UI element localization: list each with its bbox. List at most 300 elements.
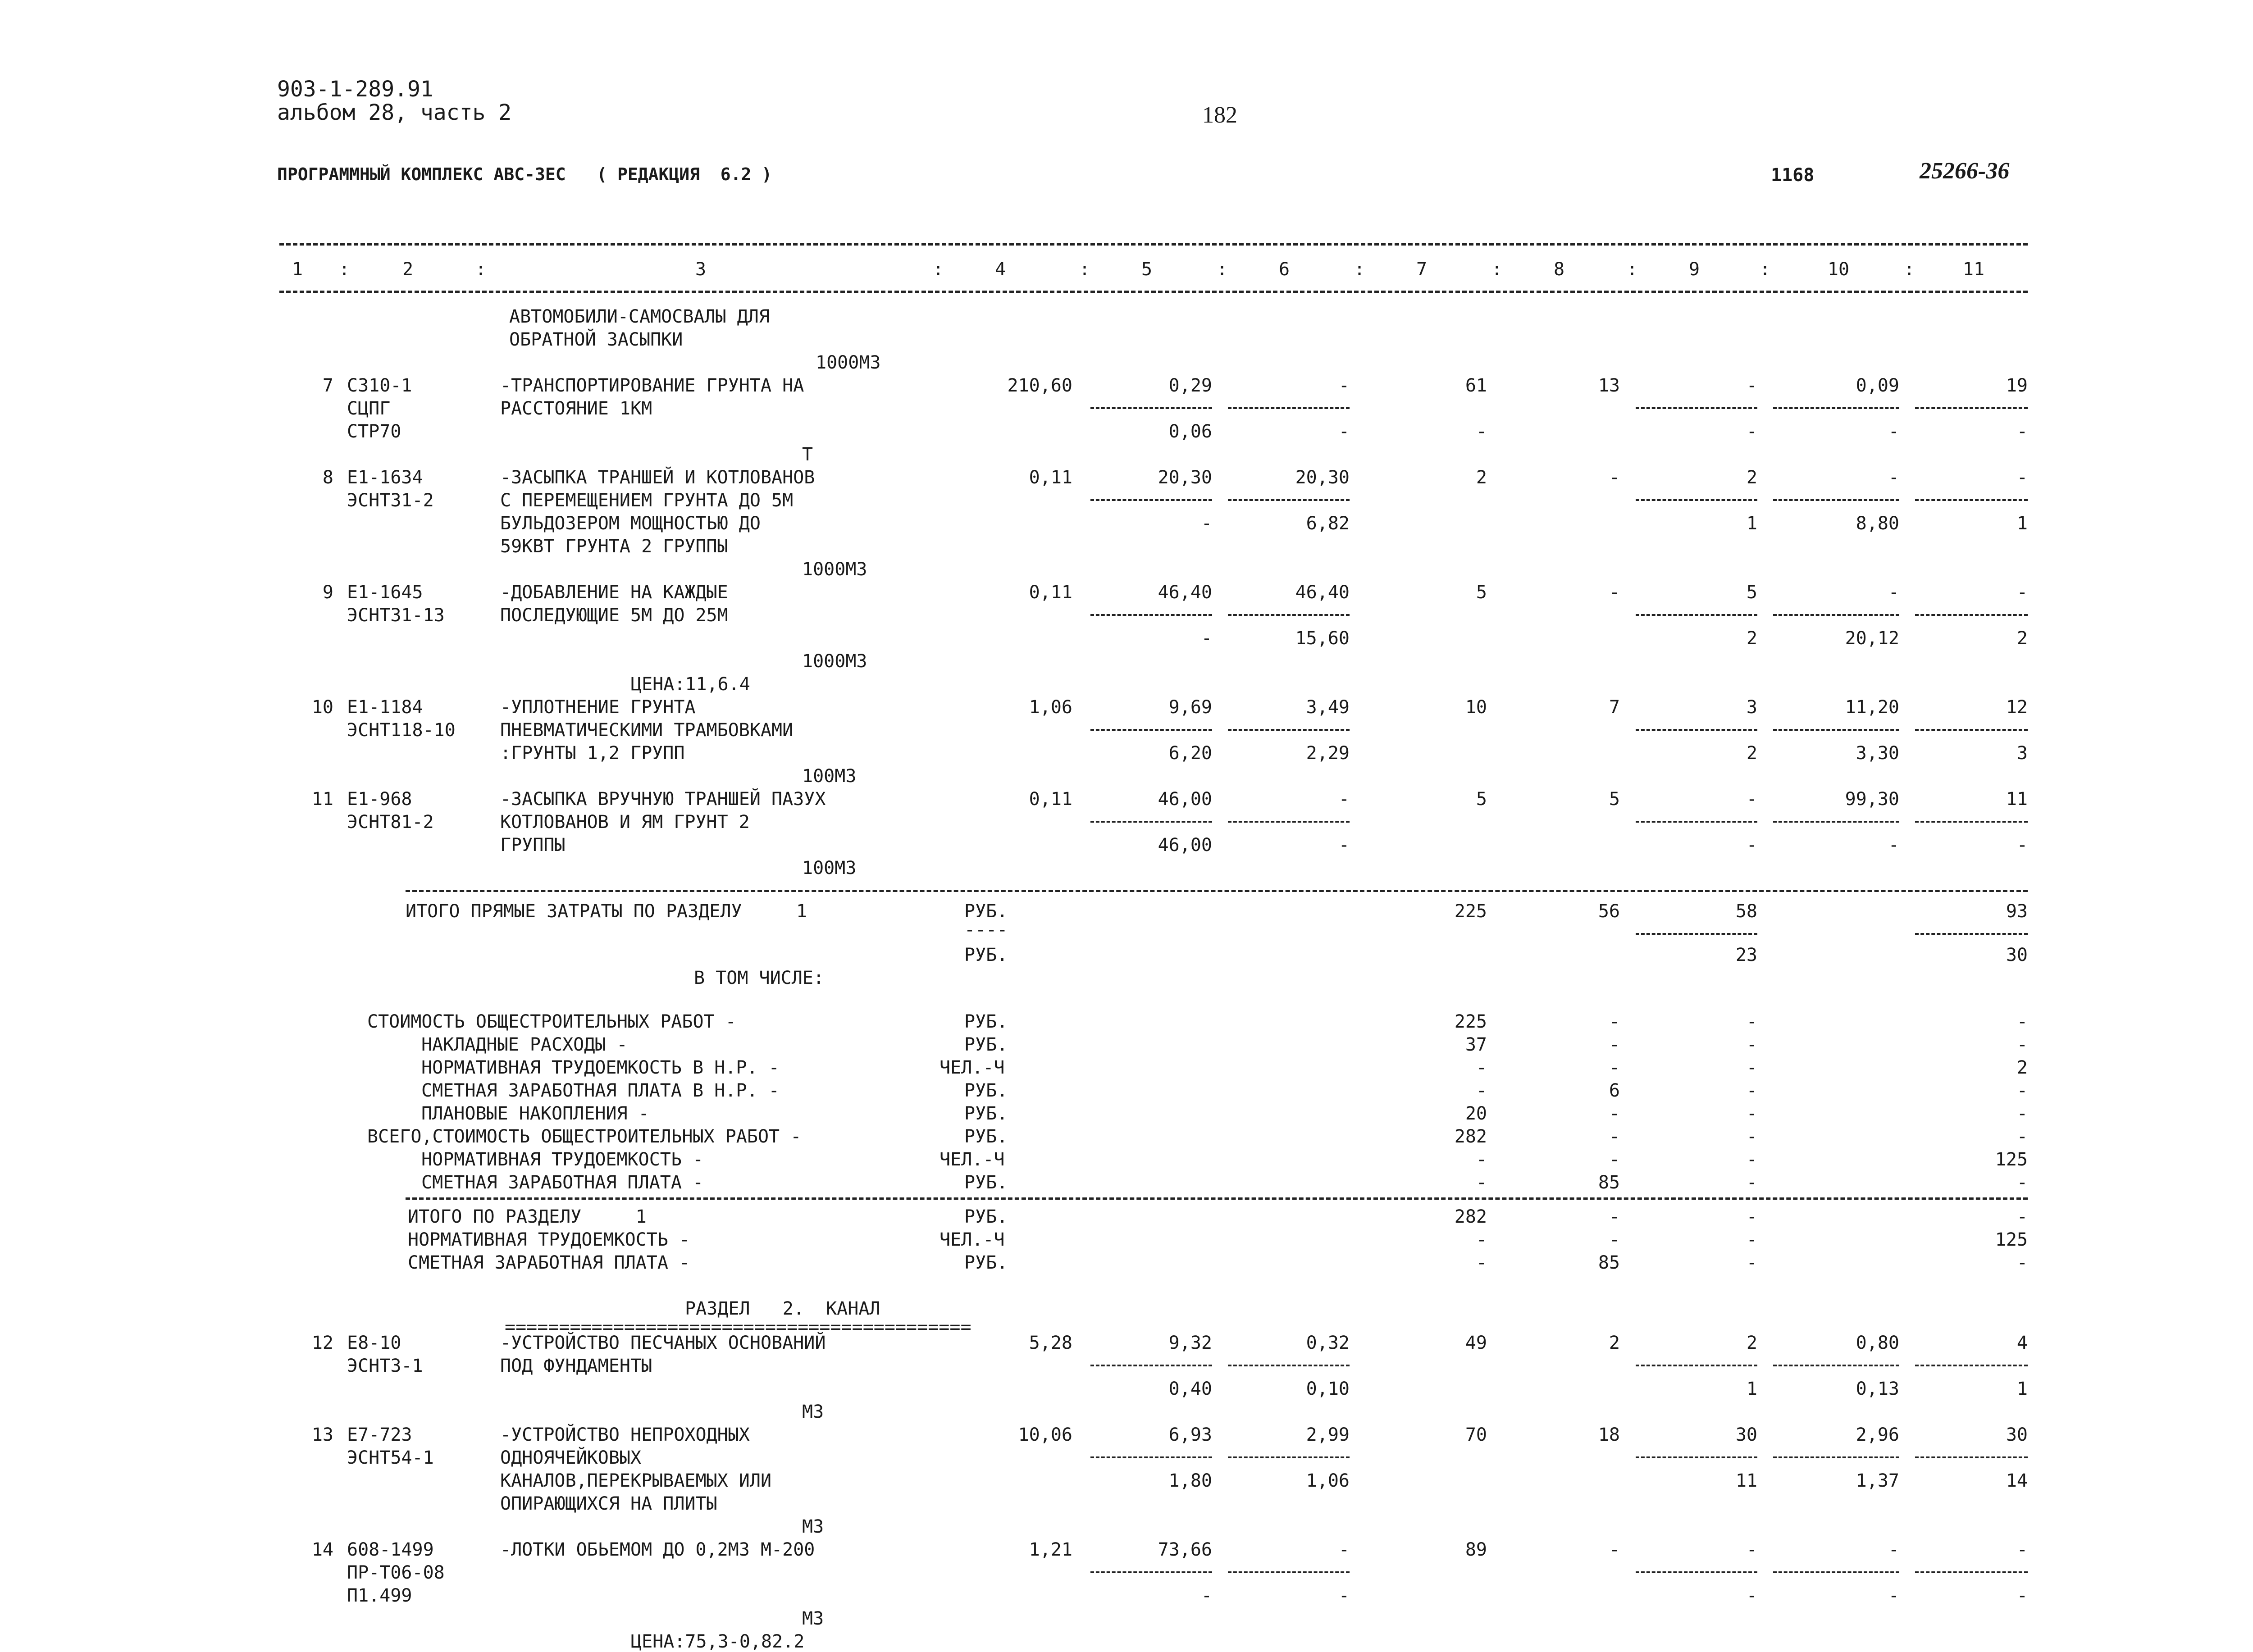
summary-c8: 85	[1598, 1172, 1620, 1193]
summary-c7: 225	[1454, 1011, 1487, 1032]
work-name: ПНЕВМАТИЧЕСКИМИ ТРАМБОВКАМИ	[500, 720, 794, 741]
cell-divider	[1636, 499, 1757, 501]
section-total-c8: 85	[1598, 1252, 1620, 1273]
cell-c7: 10	[1465, 697, 1487, 718]
column-header-11: 11	[1962, 259, 1985, 280]
column-header-6: 6	[1278, 259, 1290, 280]
cell-c8: 7	[1609, 697, 1620, 718]
work-name: КОТЛОВАНОВ И ЯМ ГРУНТ 2	[500, 812, 750, 833]
row-unit: 1000М3	[802, 559, 867, 580]
section-underline: ===========================================	[505, 1317, 971, 1338]
summary-c7: -	[1476, 1080, 1487, 1101]
cell-c4: 0,11	[1029, 467, 1072, 488]
cell-divider	[1228, 821, 1350, 823]
row-code: 608-1499	[347, 1539, 434, 1560]
work-name: ОПИРАЮЩИХСЯ НА ПЛИТЫ	[500, 1493, 717, 1514]
section-total-rule	[406, 1197, 2028, 1200]
row-unit: 1000М3	[802, 651, 867, 672]
row-code: Е1-1184	[347, 697, 423, 718]
subcell-c6: -	[1338, 421, 1350, 442]
column-separator: :	[1079, 259, 1090, 280]
section-total-c9: -	[1746, 1206, 1757, 1227]
summary-c7: -	[1476, 1057, 1487, 1078]
cell-divider	[1915, 1365, 2028, 1366]
cell-c8: -	[1609, 467, 1620, 488]
cell-divider	[1636, 821, 1757, 823]
subcell-c9: -	[1746, 1585, 1757, 1606]
cell-c9: 3	[1746, 697, 1757, 718]
cell-divider	[1228, 407, 1350, 409]
summary-unit: ЧЕЛ.-Ч	[940, 1057, 1005, 1078]
subcell-c11: -	[2016, 421, 2028, 442]
cell-c11: 12	[2006, 697, 2028, 718]
subcell-c9: -	[1746, 835, 1757, 856]
column-separator: :	[339, 259, 350, 280]
cell-divider	[1773, 1365, 1899, 1366]
summary-label: СМЕТНАЯ ЗАРАБОТНАЯ ПЛАТА -	[421, 1172, 704, 1193]
cell-divider	[1915, 821, 2028, 823]
section-title: РАЗДЕЛ 2. КАНАЛ	[685, 1298, 880, 1319]
subcell-c9: 11	[1735, 1470, 1757, 1491]
cell-c6: -	[1338, 375, 1350, 396]
section-total-unit: РУБ.	[964, 1252, 1008, 1273]
sheet-number: 1168	[1771, 165, 1815, 186]
cell-c10: -	[1888, 1539, 1899, 1560]
section-total-c11: 125	[1995, 1229, 2028, 1250]
work-name: РАССТОЯНИЕ 1КМ	[500, 398, 652, 419]
subcell-c5: 46,00	[1158, 835, 1212, 856]
cell-divider	[1915, 614, 2028, 616]
cell-c4: 5,28	[1029, 1333, 1072, 1353]
subcell-c11: 1	[2016, 513, 2028, 534]
cell-divider	[1773, 729, 1899, 731]
subcell-c9: 1	[1746, 1379, 1757, 1399]
cell-c11: 30	[2006, 1424, 2028, 1445]
row-code: Е8-10	[347, 1333, 401, 1353]
cell-c4: 210,60	[1007, 375, 1072, 396]
subcell-c9: 2	[1746, 743, 1757, 764]
pre-section-line: ОБРАТНОЙ ЗАСЫПКИ	[509, 329, 683, 350]
summary-c8: -	[1609, 1126, 1620, 1147]
row-unit: 100М3	[802, 766, 857, 787]
cell-divider	[1090, 407, 1212, 409]
summary-c11: -	[2016, 1011, 2028, 1032]
work-name: ПОСЛЕДУЮЩИЕ 5М ДО 25М	[500, 605, 728, 626]
summary-label: НОРМАТИВНАЯ ТРУДОЕМКОСТЬ -	[421, 1149, 704, 1170]
cell-c9: -	[1746, 375, 1757, 396]
direct-total-unit: РУБ.	[964, 901, 1008, 922]
column-header-5: 5	[1141, 259, 1153, 280]
subcell-c6: 6,82	[1306, 513, 1350, 534]
summary-c9: -	[1746, 1172, 1757, 1193]
work-name: -ТРАНСПОРТИРОВАНИЕ ГРУНТА НА	[500, 375, 804, 396]
work-name: :ГРУНТЫ 1,2 ГРУПП	[500, 743, 685, 764]
summary-label: НОРМАТИВНАЯ ТРУДОЕМКОСТЬ В Н.Р. -	[421, 1057, 780, 1078]
cell-divider	[1636, 407, 1757, 409]
cell-c5: 73,66	[1158, 1539, 1212, 1560]
cell-c5: 0,29	[1168, 375, 1212, 396]
cell-c11: -	[2016, 467, 2028, 488]
cell-divider	[1915, 499, 2028, 501]
row-subcode: СЦПГ	[347, 398, 391, 419]
direct-total-label: ИТОГО ПРЯМЫЕ ЗАТРАТЫ ПО РАЗДЕЛУ 1	[406, 901, 807, 922]
row-unit: М3	[802, 1402, 824, 1422]
cell-c4: 1,06	[1029, 697, 1072, 718]
section-total-label: ИТОГО ПО РАЗДЕЛУ 1	[408, 1206, 647, 1227]
cell-c8: -	[1609, 582, 1620, 603]
summary-c8: 6	[1609, 1080, 1620, 1101]
work-name: С ПЕРЕМЕЩЕНИЕМ ГРУНТА ДО 5М	[500, 490, 794, 511]
cell-divider	[1636, 614, 1757, 616]
cell-divider	[1636, 1365, 1757, 1366]
direct-total-s9: 23	[1735, 945, 1757, 965]
row-number: 14	[311, 1539, 333, 1560]
section-total-unit: ЧЕЛ.-Ч	[940, 1229, 1005, 1250]
subcell-c9: 2	[1746, 628, 1757, 649]
work-name: ОДНОЯЧЕЙКОВЫХ	[500, 1447, 642, 1468]
cell-c9: 30	[1735, 1424, 1757, 1445]
cell-c4: 0,11	[1029, 582, 1072, 603]
direct-total-c11: 93	[2006, 901, 2028, 922]
row-code: Е7-723	[347, 1424, 412, 1445]
cell-c6: 46,40	[1295, 582, 1350, 603]
row-number: 8	[322, 467, 333, 488]
subcell-c10: 1,37	[1856, 1470, 1899, 1491]
row-subcode: ЭСНТ118-10	[347, 720, 456, 741]
column-separator: :	[1491, 259, 1503, 280]
album-info: альбом 28, часть 2	[277, 100, 512, 125]
direct-total-dashes: ----	[964, 919, 1008, 940]
subcell-c11: 1	[2016, 1379, 2028, 1399]
subcell-c10: -	[1888, 1585, 1899, 1606]
cell-divider	[1090, 499, 1212, 501]
direct-total-unit: РУБ.	[964, 945, 1008, 965]
row-price: ЦЕНА:11,6.4	[631, 674, 750, 695]
cell-c10: 11,20	[1845, 697, 1899, 718]
cell-c10: 0,09	[1856, 375, 1899, 396]
cell-c4: 0,11	[1029, 789, 1072, 810]
row-subcode: ЭСНТ81-2	[347, 812, 434, 833]
summary-c7: -	[1476, 1149, 1487, 1170]
cell-divider	[1636, 1456, 1757, 1458]
summary-c11: -	[2016, 1080, 2028, 1101]
column-separator: :	[1760, 259, 1771, 280]
subcell-c9: 1	[1746, 513, 1757, 534]
column-header-3: 3	[695, 259, 707, 280]
work-name: КАНАЛОВ,ПЕРЕКРЫВАЕМЫХ ИЛИ	[500, 1470, 772, 1491]
column-separator: :	[933, 259, 944, 280]
cell-c11: -	[2016, 582, 2028, 603]
including-heading: В ТОМ ЧИСЛЕ:	[694, 968, 824, 988]
cell-c5: 20,30	[1158, 467, 1212, 488]
summary-label: ПЛАНОВЫЕ НАКОПЛЕНИЯ -	[421, 1103, 649, 1124]
cell-divider	[1636, 729, 1757, 731]
summary-label: СТОИМОСТЬ ОБЩЕСТРОИТЕЛЬНЫХ РАБОТ -	[367, 1011, 736, 1032]
direct-total-c7: 225	[1454, 901, 1487, 922]
summary-c11: -	[2016, 1034, 2028, 1055]
cell-divider	[1090, 821, 1212, 823]
summary-unit: РУБ.	[964, 1126, 1008, 1147]
subcell-c10: 8,80	[1856, 513, 1899, 534]
summary-c7: 282	[1454, 1126, 1487, 1147]
cell-c10: -	[1888, 467, 1899, 488]
row-number: 7	[322, 375, 333, 396]
summary-unit: РУБ.	[964, 1172, 1008, 1193]
cell-c4: 1,21	[1029, 1539, 1072, 1560]
subcell-c10: 0,13	[1856, 1379, 1899, 1399]
work-name: ГРУППЫ	[500, 835, 566, 856]
subcell-c10: -	[1888, 835, 1899, 856]
pre-section-line: АВТОМОБИЛИ-САМОСВАЛЫ ДЛЯ	[509, 306, 770, 327]
summary-c11: 125	[1995, 1149, 2028, 1170]
cell-c6: 0,32	[1306, 1333, 1350, 1353]
cell-c10: 99,30	[1845, 789, 1899, 810]
row-code: Е1-1634	[347, 467, 423, 488]
work-name: БУЛЬДОЗЕРОМ МОЩНОСТЬЮ ДО	[500, 513, 761, 534]
cell-c9: 2	[1746, 1333, 1757, 1353]
cell-c5: 46,00	[1158, 789, 1212, 810]
subcell-c11: 14	[2006, 1470, 2028, 1491]
cell-c9: 5	[1746, 582, 1757, 603]
column-separator: :	[475, 259, 487, 280]
work-name: -УСТРОЙСТВО НЕПРОХОДНЫХ	[500, 1424, 750, 1445]
row-number: 9	[322, 582, 333, 603]
cell-divider	[1773, 1571, 1899, 1573]
summary-c9: -	[1746, 1057, 1757, 1078]
cell-c11: -	[2016, 1539, 2028, 1560]
section-total-unit: РУБ.	[964, 1206, 1008, 1227]
cell-c7: 89	[1465, 1539, 1487, 1560]
cell-divider	[1090, 1571, 1212, 1573]
subcell-c6: 1,06	[1306, 1470, 1350, 1491]
row-number: 11	[311, 789, 333, 810]
row-subcode: ЭСНТ31-13	[347, 605, 445, 626]
summary-c8: -	[1609, 1149, 1620, 1170]
summary-c8: -	[1609, 1057, 1620, 1078]
document-number: 25266-36	[1920, 158, 2010, 184]
work-name: ПОД ФУНДАМЕНТЫ	[500, 1356, 652, 1376]
cell-divider	[1228, 1571, 1350, 1573]
cell-c8: 5	[1609, 789, 1620, 810]
summary-c8: -	[1609, 1103, 1620, 1124]
cell-divider	[1228, 1456, 1350, 1458]
summary-c9: -	[1746, 1034, 1757, 1055]
subcell-c5: 1,80	[1168, 1470, 1212, 1491]
cell-c4: 10,06	[1018, 1424, 1072, 1445]
row-unit: М3	[802, 1516, 824, 1537]
cell-c7: 70	[1465, 1424, 1487, 1445]
cell-c5: 46,40	[1158, 582, 1212, 603]
subcell-c5: 6,20	[1168, 743, 1212, 764]
cell-divider	[1773, 499, 1899, 501]
row-subcode: ПР-Т06-08	[347, 1562, 445, 1583]
cell-c10: -	[1888, 582, 1899, 603]
cell-divider	[1773, 614, 1899, 616]
cell-c6: 20,30	[1295, 467, 1350, 488]
summary-c9: -	[1746, 1149, 1757, 1170]
subcell-c11: 2	[2016, 628, 2028, 649]
summary-unit: РУБ.	[964, 1080, 1008, 1101]
cell-c8: 13	[1598, 375, 1620, 396]
section-total-c11: -	[2016, 1252, 2028, 1273]
subcell-c6: -	[1338, 1585, 1350, 1606]
row-code: Е1-1645	[347, 582, 423, 603]
column-separator: :	[1354, 259, 1365, 280]
column-header-2: 2	[402, 259, 414, 280]
section-total-label: НОРМАТИВНАЯ ТРУДОЕМКОСТЬ -	[408, 1229, 690, 1250]
direct-total-c9: 58	[1735, 901, 1757, 922]
section-total-c7: 282	[1454, 1206, 1487, 1227]
direct-total-c8: 56	[1598, 901, 1620, 922]
column-header-9: 9	[1688, 259, 1700, 280]
table-top-rule	[279, 243, 2028, 246]
row-subcode: П1.499	[347, 1585, 412, 1606]
cell-c5: 6,93	[1168, 1424, 1212, 1445]
cell-c8: -	[1609, 1539, 1620, 1560]
column-header-10: 10	[1827, 259, 1850, 280]
cell-c7: 5	[1476, 582, 1487, 603]
section-total-c9: -	[1746, 1229, 1757, 1250]
summary-c9: -	[1746, 1011, 1757, 1032]
cell-c11: 4	[2016, 1333, 2028, 1353]
work-name: 59КВТ ГРУНТА 2 ГРУППЫ	[500, 536, 728, 557]
subcell-c11: -	[2016, 1585, 2028, 1606]
row-number: 10	[311, 697, 333, 718]
cell-divider	[1915, 729, 2028, 731]
cell-divider	[1090, 729, 1212, 731]
section-total-c11: -	[2016, 1206, 2028, 1227]
summary-c8: -	[1609, 1011, 1620, 1032]
cell-divider	[1090, 1365, 1212, 1366]
totals-rule	[406, 890, 2028, 892]
cell-divider	[1636, 933, 1757, 935]
subcell-c6: -	[1338, 835, 1350, 856]
summary-c7: 37	[1465, 1034, 1487, 1055]
column-header-7: 7	[1416, 259, 1428, 280]
cell-c6: 2,99	[1306, 1424, 1350, 1445]
summary-unit: ЧЕЛ.-Ч	[940, 1149, 1005, 1170]
cell-c7: 2	[1476, 467, 1487, 488]
row-unit: Т	[802, 444, 813, 465]
cell-c8: 2	[1609, 1333, 1620, 1353]
work-name: -ЗАСЫПКА ТРАНШЕЙ И КОТЛОВАНОВ	[500, 467, 815, 488]
subcell-c5: 0,40	[1168, 1379, 1212, 1399]
summary-c9: -	[1746, 1080, 1757, 1101]
cell-c10: 0,80	[1856, 1333, 1899, 1353]
summary-c7: 20	[1465, 1103, 1487, 1124]
summary-c11: -	[2016, 1103, 2028, 1124]
work-name: -УПЛОТНЕНИЕ ГРУНТА	[500, 697, 696, 718]
cell-c9: -	[1746, 1539, 1757, 1560]
section-total-c9: -	[1746, 1252, 1757, 1273]
cell-divider	[1773, 1456, 1899, 1458]
summary-label: НАКЛАДНЫЕ РАСХОДЫ -	[421, 1034, 628, 1055]
subcell-c10: 20,12	[1845, 628, 1899, 649]
summary-c11: -	[2016, 1126, 2028, 1147]
page-number: 182	[1202, 102, 1237, 128]
cell-divider	[1915, 1456, 2028, 1458]
summary-c8: -	[1609, 1034, 1620, 1055]
summary-c11: 2	[2016, 1057, 2028, 1078]
cell-divider	[1915, 933, 2028, 935]
section-total-c8: -	[1609, 1229, 1620, 1250]
cell-divider	[1773, 407, 1899, 409]
column-separator: :	[1217, 259, 1228, 280]
cell-divider	[1228, 614, 1350, 616]
summary-c7: -	[1476, 1172, 1487, 1193]
table-header-rule	[279, 291, 2028, 293]
row-price: ЦЕНА:75,3-0,82.2	[631, 1631, 805, 1652]
cell-c5: 9,69	[1168, 697, 1212, 718]
section-total-c8: -	[1609, 1206, 1620, 1227]
subcell-c9: -	[1746, 421, 1757, 442]
cell-divider	[1228, 729, 1350, 731]
section-total-label: СМЕТНАЯ ЗАРАБОТНАЯ ПЛАТА -	[408, 1252, 690, 1273]
cell-c5: 9,32	[1168, 1333, 1212, 1353]
subcell-c5: 0,06	[1168, 421, 1212, 442]
column-header-8: 8	[1553, 259, 1565, 280]
cell-divider	[1090, 614, 1212, 616]
section-total-c7: -	[1476, 1252, 1487, 1273]
cell-c7: 61	[1465, 375, 1487, 396]
cell-divider	[1915, 1571, 2028, 1573]
document-code: 903-1-289.91	[277, 77, 433, 102]
cell-divider	[1228, 1365, 1350, 1366]
cell-c6: -	[1338, 1539, 1350, 1560]
summary-label: ВСЕГО,СТОИМОСТЬ ОБЩЕСТРОИТЕЛЬНЫХ РАБОТ -	[367, 1126, 802, 1147]
cell-c10: 2,96	[1856, 1424, 1899, 1445]
cell-c9: 2	[1746, 467, 1757, 488]
work-name: -ЗАСЫПКА ВРУЧНУЮ ТРАНШЕЙ ПАЗУХ	[500, 789, 826, 810]
cell-c8: 18	[1598, 1424, 1620, 1445]
cell-c7: 5	[1476, 789, 1487, 810]
subcell-c7: -	[1476, 421, 1487, 442]
row-subcode: ЭСНТ31-2	[347, 490, 434, 511]
row-subcode: СТР70	[347, 421, 401, 442]
row-unit: М3	[802, 1608, 824, 1629]
row-number: 13	[311, 1424, 333, 1445]
summary-c9: -	[1746, 1126, 1757, 1147]
column-separator: :	[1904, 259, 1915, 280]
subcell-c5: -	[1201, 513, 1212, 534]
column-separator: :	[1627, 259, 1638, 280]
subcell-c10: 3,30	[1856, 743, 1899, 764]
cell-c6: -	[1338, 789, 1350, 810]
subcell-c11: 3	[2016, 743, 2028, 764]
cell-c9: -	[1746, 789, 1757, 810]
work-name: -ЛОТКИ ОБЬЕМОМ ДО 0,2М3 М-200	[500, 1539, 815, 1560]
direct-total-s11: 30	[2006, 945, 2028, 965]
subcell-c5: -	[1201, 1585, 1212, 1606]
summary-unit: РУБ.	[964, 1011, 1008, 1032]
subcell-c6: 2,29	[1306, 743, 1350, 764]
row-code: С310-1	[347, 375, 412, 396]
cell-divider	[1915, 407, 2028, 409]
cell-divider	[1090, 1456, 1212, 1458]
work-name: -УСТРОЙСТВО ПЕСЧАНЫХ ОСНОВАНИЙ	[500, 1333, 826, 1353]
section-total-c7: -	[1476, 1229, 1487, 1250]
subcell-c11: -	[2016, 835, 2028, 856]
work-name: -ДОБАВЛЕНИЕ НА КАЖДЫЕ	[500, 582, 728, 603]
cell-c6: 3,49	[1306, 697, 1350, 718]
column-header-4: 4	[994, 259, 1006, 280]
program-title: ПРОГРАММНЫЙ КОМПЛЕКС АВС-3ЕС ( РЕДАКЦИЯ 6.2 )	[277, 164, 772, 184]
row-code: Е1-968	[347, 789, 412, 810]
summary-unit: РУБ.	[964, 1103, 1008, 1124]
column-header-1: 1	[292, 259, 303, 280]
subcell-c6: 15,60	[1295, 628, 1350, 649]
cell-c11: 19	[2006, 375, 2028, 396]
